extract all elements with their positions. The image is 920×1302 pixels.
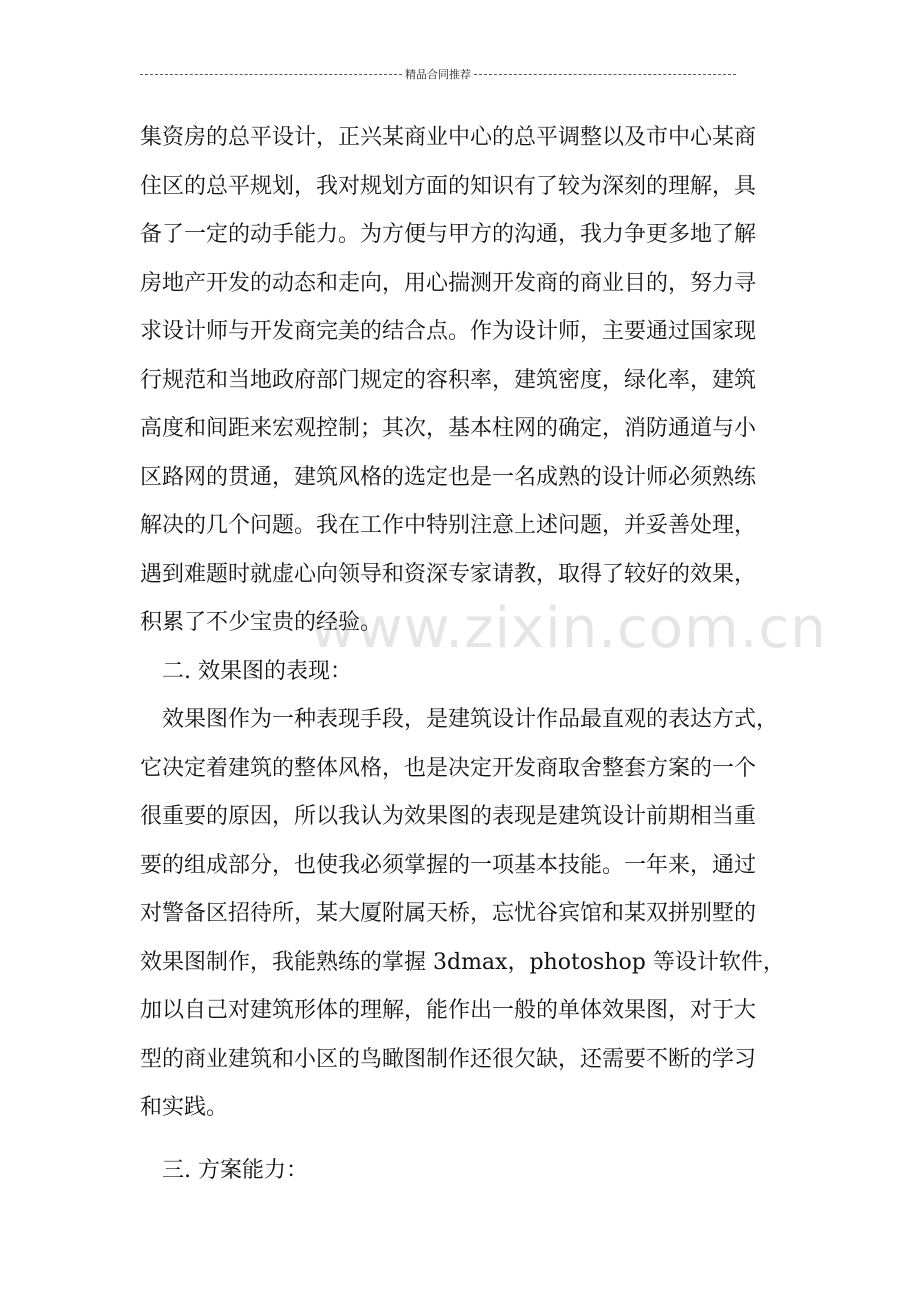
text-line: 效果图制作，我能熟练的掌握 3dmax，photoshop 等设计软件，: [140, 949, 785, 975]
text-line: 效果图作为一种表现手段，是建筑设计作品最直观的表达方式，: [162, 707, 779, 732]
header-title: 精品合同推荐: [405, 68, 471, 81]
paragraph-1: [140, 114, 790, 648]
text-line: 和实践。: [140, 1095, 229, 1120]
text-line: 房地产开发的动态和走向，用心揣测开发商的商业目的，努力寻: [140, 270, 757, 296]
text-line: 集资房的总平设计，正兴某商业中心的总平调整以及市中心某商: [140, 125, 757, 150]
text-line: 求设计师与开发商完美的结合点。作为设计师，主要通过国家现: [140, 319, 757, 344]
text-line: 高度和间距来宏观控制；其次，基本柱网的确定，消防通道与小: [140, 416, 757, 441]
header-dash-left: [140, 74, 402, 75]
paragraph-2: [140, 696, 790, 1133]
text-line: 对警备区招待所，某大厦附属天桥，忘忧谷宾馆和某双拼别墅的: [140, 901, 757, 926]
text-line: 区路网的贯通，建筑风格的选定也是一名成熟的设计师必须熟练: [140, 464, 757, 490]
text-line: 积累了不少宝贵的经验。: [140, 610, 383, 635]
text-line: 备了一定的动手能力。为方便与甲方的沟通，我力争更多地了解: [140, 222, 757, 247]
watermark: www.zixin.com.cn: [310, 596, 827, 661]
text-line: 它决定着建筑的整体风格，也是决定开发商取舍整套方案的一个: [140, 755, 757, 781]
section-heading-3: 三. 方案能力：: [162, 1157, 308, 1183]
text-line: 行规范和当地政府部门规定的容积率，建筑密度，绿化率，建筑: [140, 367, 757, 393]
document-body: [140, 114, 790, 1195]
text-line: 很重要的原因，所以我认为效果图的表现是建筑设计前期相当重: [140, 804, 757, 829]
text-line: 遇到难题时就虚心向领导和资深专家请教，取得了较好的效果，: [140, 561, 757, 587]
section-heading-2: 二. 效果图的表现：: [162, 658, 352, 684]
text-line: 型的商业建筑和小区的鸟瞰图制作还很欠缺，还需要不断的学习: [140, 1046, 757, 1072]
text-line: 住区的总平规划，我对规划方面的知识有了较为深刻的理解，具: [140, 173, 757, 199]
page-header: [140, 64, 736, 84]
text-line: 要的组成部分，也使我必须掌握的一项基本技能。一年来，通过: [140, 852, 757, 878]
text-line: 解决的几个问题。我在工作中特别注意上述问题，并妥善处理，: [140, 513, 757, 538]
header-dash-right: [474, 74, 736, 75]
text-line: 加以自己对建筑形体的理解，能作出一般的单体效果图，对于大: [140, 998, 757, 1023]
